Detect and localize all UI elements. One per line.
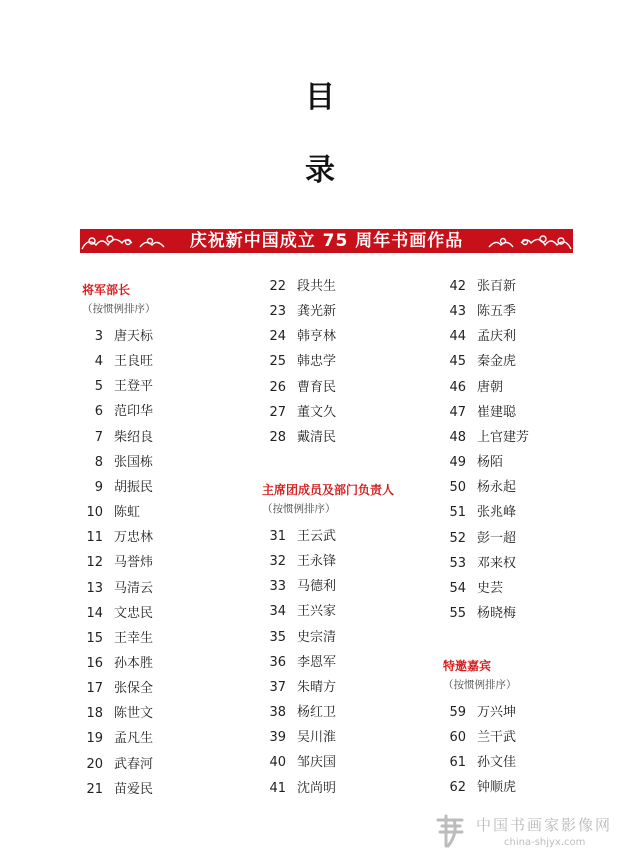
toc-entry-name: 马誉炜 — [114, 555, 154, 571]
toc-entry-page-number: 34 — [269, 604, 286, 620]
toc-entry — [262, 629, 336, 647]
toc-entry — [442, 580, 503, 598]
toc-entry-page-number: 17 — [86, 681, 103, 697]
toc-entry — [79, 353, 153, 371]
toc-entry-name: 韩忠学 — [297, 354, 337, 370]
toc-entry — [442, 404, 516, 422]
calligraphy-seal-icon — [432, 812, 472, 852]
toc-entry — [79, 328, 153, 346]
toc-entry — [79, 730, 153, 748]
toc-entry-page-number: 43 — [449, 304, 466, 320]
toc-entry — [262, 603, 336, 621]
toc-entry — [442, 530, 516, 548]
toc-entry-page-number: 27 — [269, 404, 286, 420]
toc-entry — [79, 630, 153, 648]
toc-entry-page-number: 20 — [86, 756, 103, 772]
toc-entry-name: 王永锋 — [297, 554, 337, 570]
toc-entry-name: 万忠林 — [114, 530, 154, 546]
toc-entry — [79, 454, 153, 472]
toc-entry — [262, 528, 336, 546]
toc-entry-name: 唐天标 — [114, 329, 154, 344]
toc-entry — [442, 605, 516, 623]
toc-entry-name: 张百新 — [477, 279, 517, 294]
toc-entry-page-number: 21 — [86, 781, 103, 797]
toc-entry — [442, 303, 516, 321]
toc-entry-name: 杨永起 — [477, 480, 517, 496]
toc-entry-page-number: 19 — [86, 731, 103, 747]
toc-entry-page-number: 10 — [86, 505, 103, 521]
toc-entry — [79, 529, 153, 547]
toc-entry — [79, 680, 153, 698]
toc-entry-name: 马清云 — [114, 580, 154, 596]
toc-entry-name: 韩亨林 — [297, 329, 337, 345]
toc-entry-page-number: 38 — [269, 705, 286, 721]
toc-entry — [262, 679, 336, 697]
toc-entry-name: 唐朝 — [477, 379, 504, 395]
toc-entry-page-number: 22 — [269, 279, 286, 294]
toc-entry-page-number: 9 — [94, 479, 103, 495]
toc-entry-name: 张保全 — [114, 681, 154, 697]
toc-entry — [262, 780, 336, 798]
toc-entry-name: 史宗清 — [297, 629, 337, 645]
section-title-special-guests: 特邀嘉宾 — [443, 659, 492, 673]
toc-entry-name: 范印华 — [114, 404, 154, 420]
toc-entry — [262, 328, 336, 346]
toc-entry-page-number: 11 — [86, 530, 103, 546]
toc-entry-name: 王良旺 — [114, 354, 154, 370]
toc-entry-name: 杨陌 — [477, 455, 504, 471]
toc-entry — [79, 479, 153, 497]
toc-entry-page-number: 32 — [269, 554, 286, 570]
toc-entry-name: 朱晴方 — [297, 679, 337, 695]
toc-entry-page-number: 8 — [94, 454, 103, 470]
toc-entry-name: 文忠民 — [114, 605, 154, 621]
toc-entry — [262, 704, 336, 722]
toc-entry — [262, 754, 336, 772]
toc-entry-page-number: 62 — [449, 780, 466, 796]
toc-entry-page-number: 18 — [86, 706, 103, 722]
toc-entry — [442, 504, 516, 522]
toc-entry-name: 王云武 — [297, 529, 337, 544]
site-watermark — [432, 812, 632, 856]
toc-entry-name: 苗爱民 — [114, 781, 154, 797]
toc-entry-name: 史芸 — [477, 580, 504, 596]
toc-entry-page-number: 55 — [449, 605, 466, 621]
toc-entry-page-number: 7 — [94, 429, 103, 445]
section-title-presidium: 主席团成员及部门负责人 — [262, 483, 395, 497]
toc-entry — [262, 578, 336, 596]
toc-entry — [79, 504, 140, 522]
cloud-ornament-right-icon — [483, 229, 573, 253]
watermark-url: china-shjyx.com — [504, 837, 586, 848]
toc-entry-page-number: 49 — [449, 455, 466, 471]
toc-entry — [262, 729, 336, 747]
toc-entry-page-number: 41 — [269, 780, 286, 796]
toc-entry-name: 陈世文 — [114, 706, 154, 722]
toc-entry-name: 陈虹 — [114, 505, 141, 521]
toc-entry-page-number: 4 — [94, 354, 103, 370]
toc-entry — [79, 781, 153, 799]
toc-entry-page-number: 31 — [269, 529, 286, 544]
toc-entry-name: 柴绍良 — [114, 429, 154, 445]
toc-entry — [79, 403, 153, 421]
toc-entry-page-number: 23 — [269, 304, 286, 320]
toc-entry-page-number: 35 — [269, 629, 286, 645]
toc-entry-page-number: 6 — [94, 404, 103, 420]
toc-entry-name: 吴川淮 — [297, 730, 337, 746]
toc-entry-page-number: 52 — [449, 530, 466, 546]
toc-entry-page-number: 25 — [269, 354, 286, 370]
toc-entry — [262, 404, 336, 422]
toc-entry — [262, 379, 336, 397]
toc-entry-page-number: 51 — [449, 505, 466, 521]
toc-entry — [262, 303, 336, 321]
toc-entry-name: 孙本胜 — [114, 655, 154, 671]
toc-entry-name: 邓来权 — [477, 555, 517, 571]
section-banner — [80, 229, 573, 253]
toc-entry-page-number: 39 — [269, 730, 286, 746]
banner-title: 庆祝新中国成立 75 周年书画作品 — [189, 231, 464, 251]
toc-entry-name: 张国栋 — [114, 454, 154, 470]
toc-entry-name: 邹庆国 — [297, 755, 337, 771]
toc-entry — [79, 705, 153, 723]
toc-entry-page-number: 36 — [269, 654, 286, 670]
toc-entry — [442, 704, 516, 722]
toc-entry-name: 孟庆利 — [477, 329, 517, 345]
toc-entry-page-number: 16 — [86, 655, 103, 671]
toc-entry-page-number: 28 — [269, 429, 286, 445]
toc-entry — [442, 479, 516, 497]
toc-entry-page-number: 44 — [449, 329, 466, 345]
toc-entry-page-number: 3 — [94, 329, 103, 344]
toc-entry-page-number: 47 — [449, 404, 466, 420]
toc-entry — [79, 580, 153, 598]
toc-entry-name: 段共生 — [297, 279, 337, 294]
toc-entry-name: 王登平 — [114, 379, 154, 395]
toc-entry-page-number: 45 — [449, 354, 466, 370]
toc-entry-name: 孟凡生 — [114, 731, 154, 747]
toc-entry — [442, 729, 516, 747]
toc-entry-name: 秦金虎 — [477, 354, 517, 370]
toc-entry — [262, 278, 336, 296]
toc-entry-page-number: 15 — [86, 630, 103, 646]
toc-entry-name: 万兴坤 — [477, 705, 517, 720]
toc-entry-name: 王幸生 — [114, 630, 154, 646]
toc-entry-page-number: 37 — [269, 679, 286, 695]
toc-entry-name: 钟顺虎 — [477, 780, 517, 796]
section-note: （按惯例排序） — [443, 679, 517, 691]
toc-entry — [262, 353, 336, 371]
toc-entry-name: 孙文佳 — [477, 755, 517, 771]
toc-entry-page-number: 48 — [449, 429, 466, 445]
toc-entry — [442, 555, 516, 573]
section-title-generals: 将军部长 — [82, 283, 131, 297]
toc-entry-page-number: 42 — [449, 279, 466, 294]
toc-entry — [442, 379, 503, 397]
toc-entry-name: 彭一超 — [477, 530, 517, 546]
toc-entry — [79, 378, 153, 396]
toc-entry — [262, 553, 336, 571]
toc-entry — [79, 554, 153, 572]
page-title-char-2: 录 — [305, 153, 335, 188]
toc-entry — [79, 655, 153, 673]
toc-entry — [442, 353, 516, 371]
toc-entry-page-number: 59 — [449, 705, 466, 720]
watermark-title: 中国书画家影像网 — [476, 816, 613, 834]
toc-entry — [262, 654, 336, 672]
toc-entry-name: 陈五季 — [477, 304, 517, 320]
toc-entry-page-number: 24 — [269, 329, 286, 345]
toc-entry-name: 杨晓梅 — [477, 605, 517, 621]
toc-entry-page-number: 14 — [86, 605, 103, 621]
toc-entry-name: 董文久 — [297, 404, 337, 420]
toc-entry — [442, 278, 516, 296]
toc-entry-page-number: 60 — [449, 730, 466, 746]
toc-entry-name: 李恩军 — [297, 654, 337, 670]
toc-entry-name: 崔建聪 — [477, 404, 517, 420]
toc-entry-name: 武春河 — [114, 756, 154, 772]
toc-entry-page-number: 46 — [449, 379, 466, 395]
toc-entry-name: 兰干武 — [477, 730, 517, 746]
toc-entry-name: 王兴家 — [297, 604, 337, 620]
toc-entry-page-number: 61 — [449, 755, 466, 771]
toc-entry-name: 上官建芳 — [477, 429, 530, 445]
toc-entry-page-number: 12 — [86, 555, 103, 571]
toc-entry-page-number: 13 — [86, 580, 103, 596]
toc-entry — [79, 605, 153, 623]
toc-entry-page-number: 33 — [269, 579, 286, 595]
toc-entry — [442, 779, 516, 797]
toc-entry-name: 龚光新 — [297, 304, 337, 320]
toc-entry-name: 马德利 — [297, 579, 337, 595]
page-title-char-1: 目 — [305, 80, 335, 115]
toc-entry — [442, 429, 529, 447]
toc-entry — [79, 429, 153, 447]
toc-entry — [262, 429, 336, 447]
toc-entry-page-number: 53 — [449, 555, 466, 571]
section-note: （按惯例排序） — [82, 303, 156, 315]
toc-entry — [442, 328, 516, 346]
toc-entry-page-number: 40 — [269, 755, 286, 771]
toc-entry-name: 杨红卫 — [297, 705, 337, 721]
toc-entry-name: 沈尚明 — [297, 780, 337, 796]
toc-entry-name: 张兆峰 — [477, 505, 517, 521]
toc-entry-page-number: 54 — [449, 580, 466, 596]
toc-entry-page-number: 5 — [94, 379, 103, 395]
toc-entry-name: 胡振民 — [114, 479, 154, 495]
toc-entry — [79, 756, 153, 774]
toc-entry-name: 戴清民 — [297, 429, 337, 445]
toc-entry-page-number: 50 — [449, 480, 466, 496]
toc-entry-page-number: 26 — [269, 379, 286, 395]
toc-entry — [442, 454, 503, 472]
toc-entry-name: 曹育民 — [297, 379, 337, 395]
section-note: （按惯例排序） — [262, 503, 336, 515]
toc-entry — [442, 754, 516, 772]
